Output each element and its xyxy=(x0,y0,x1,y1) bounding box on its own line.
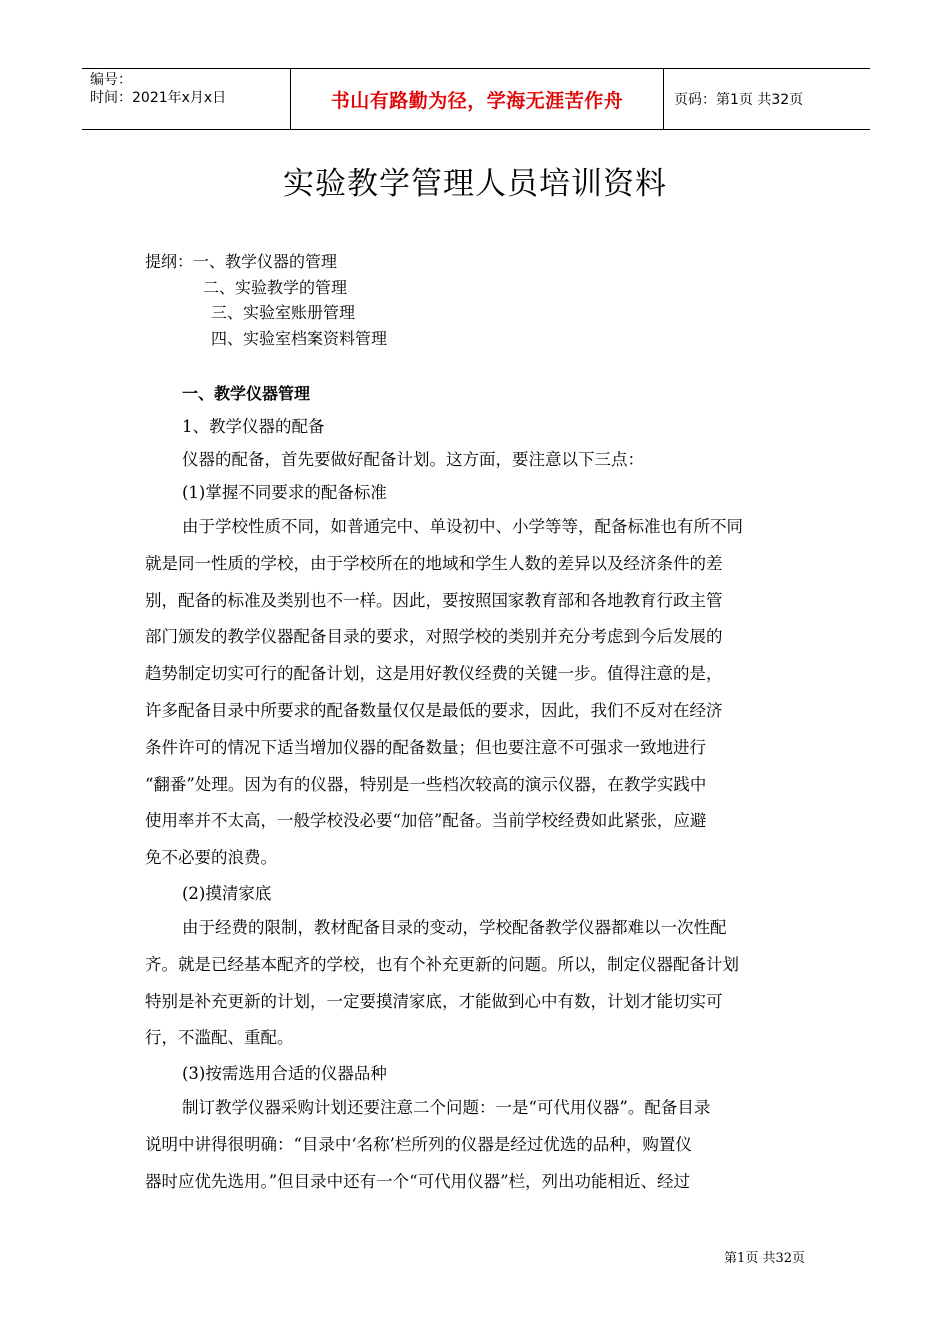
subsection-heading: 1、教学仪器的配备 xyxy=(182,417,325,436)
paragraph-line: 使用率并不太高，一般学校没必要“加倍”配备。当前学校经费如此紧张，应避 xyxy=(145,811,707,831)
paragraph-line: 由于学校性质不同，如普通完中、单设初中、小学等等，配备标准也有所不同 xyxy=(182,517,743,536)
document-body xyxy=(145,378,812,1201)
header-table xyxy=(82,68,870,130)
paragraph-line: 齐。就是已经基本配齐的学校，也有个补充更新的问题。所以，制定仪器配备计划 xyxy=(145,954,739,974)
paragraph-line: 特别是补充更新的计划，一定要摸清家底，才能做到心中有数，计划才能切实可 xyxy=(145,991,723,1011)
outline-item: 三、实验室账册管理 xyxy=(211,303,356,322)
outline-item: 提纲：一、教学仪器的管理 xyxy=(145,252,338,271)
paragraph-line: “翻番”处理。因为有的仪器，特别是一些档次较高的演示仪器，在教学实践中 xyxy=(145,774,707,794)
document-title: 实验教学管理人员培训资料 xyxy=(283,166,667,202)
paragraph-line: 制订教学仪器采购计划还要注意二个问题：一是“可代用仪器”。配备目录 xyxy=(182,1098,711,1118)
page-info: 页码：第1页 共32页 xyxy=(674,92,804,108)
date-label: 时间：2021年x月x日 xyxy=(90,90,227,106)
paragraph-line: 器时应优先选用。”但目录中还有一个“可代用仪器”栏，列出功能相近、经过 xyxy=(145,1171,691,1191)
paragraph-line: 就是同一性质的学校，由于学校所在的地域和学生人数的差异以及经济条件的差 xyxy=(145,553,723,573)
point-heading: (1)掌握不同要求的配备标准 xyxy=(182,483,387,502)
paragraph-line: 由于经费的限制，教材配备目录的变动，学校配备教学仪器都难以一次性配 xyxy=(182,917,727,937)
paragraph-line: 免不必要的浪费。 xyxy=(145,848,277,868)
motto: 书山有路勤为径，学海无涯苦作舟 xyxy=(291,69,664,129)
number-label: 编号： xyxy=(90,72,132,88)
paragraph-line: 仪器的配备，首先要做好配备计划。这方面，要注意以下三点： xyxy=(182,450,644,469)
paragraph-line: 说明中讲得很明确：“目录中‘名称’栏所列的仪器是经过优选的品种，购置仪 xyxy=(145,1134,692,1154)
point-heading: (3)按需选用合适的仪器品种 xyxy=(182,1064,387,1084)
outline-item: 二、实验教学的管理 xyxy=(203,277,348,297)
point-heading: (2)摸清家底 xyxy=(182,883,272,903)
paragraph-line: 条件许可的情况下适当增加仪器的配备数量；但也要注意不可强求一致地进行 xyxy=(145,737,706,757)
outline xyxy=(145,249,387,351)
section-heading: 一、教学仪器管理 xyxy=(182,384,311,403)
paragraph-line: 部门颁发的教学仪器配备目录的要求，对照学校的类别并充分考虑到今后发展的 xyxy=(145,627,723,647)
paragraph-line: 行，不滥配、重配。 xyxy=(145,1028,294,1048)
paragraph-line: 趋势制定切实可行的配备计划，这是用好教仪经费的关键一步。值得注意的是， xyxy=(145,664,723,684)
paragraph-line: 别，配备的标准及类别也不一样。因此，要按照国家教育部和各地教育行政主管 xyxy=(145,590,723,610)
outline-item: 四、实验室档案资料管理 xyxy=(211,328,388,348)
paragraph-line: 许多配备目录中所要求的配备数量仅仅是最低的要求，因此，我们不反对在经济 xyxy=(145,700,723,720)
header-meta xyxy=(82,69,291,129)
page-footer: 第1页 共32页 xyxy=(724,1251,805,1266)
